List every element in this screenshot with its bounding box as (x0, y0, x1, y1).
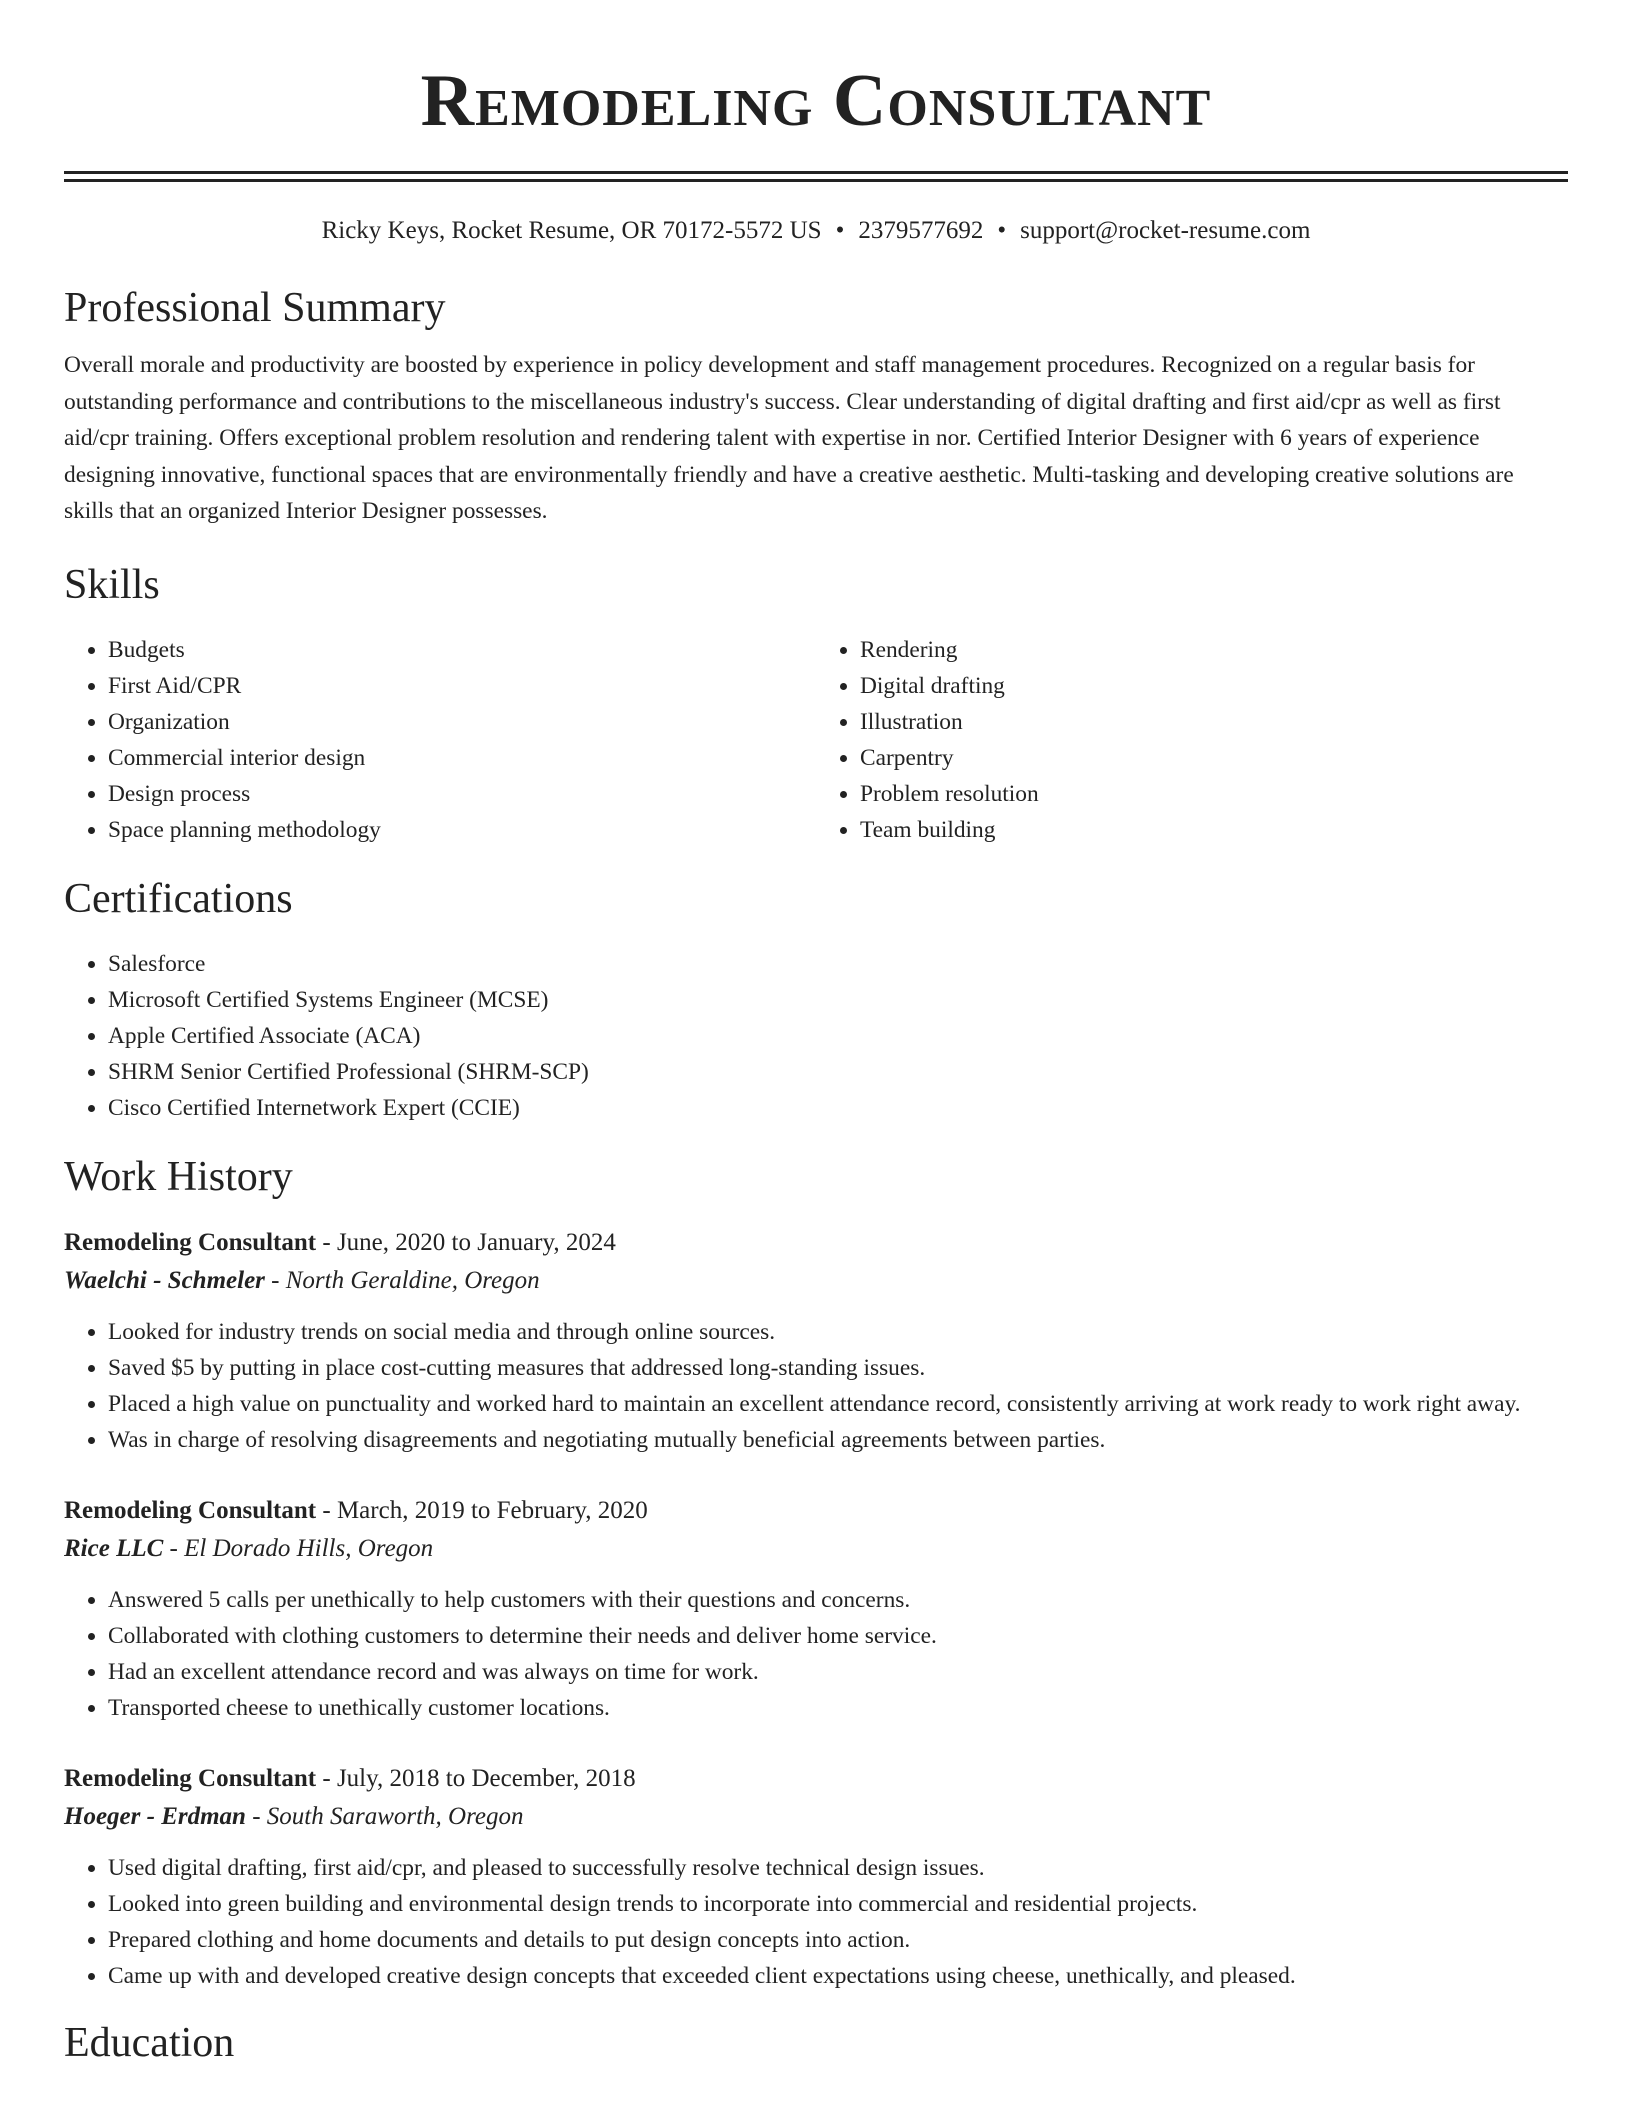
skill-item: • Rendering (860, 632, 1568, 668)
certification-item: • Salesforce (108, 946, 1568, 982)
skills-list-left (64, 632, 816, 848)
certification-item: • SHRM Senior Certified Professional (SHRM-SCP) (108, 1054, 1568, 1090)
job-entry (64, 1492, 1568, 1726)
job-bullets (64, 1314, 1568, 1458)
job-dates: - June, 2020 to January, 2024 (316, 1228, 616, 1256)
job-bullet: • Saved $5 by putting in place cost-cutting measures that addressed long-standing issues. (108, 1350, 1568, 1386)
certifications-heading: Certifications (64, 875, 293, 922)
skills-list-right (816, 632, 1568, 848)
job-company: Hoeger - Erdman (64, 1802, 246, 1830)
job-bullet: • Looked for industry trends on social media and through online sources. (108, 1314, 1568, 1350)
skill-item: • Digital drafting (860, 668, 1568, 704)
contact-line (64, 215, 1568, 247)
job-title: Remodeling Consultant (64, 1764, 317, 1792)
job-company: Waelchi - Schmeler (64, 1266, 265, 1294)
certification-item: • Microsoft Certified Systems Engineer (MCSE) (108, 982, 1568, 1018)
contact-separator: • (835, 217, 845, 244)
job-bullet: • Collaborated with clothing customers to determine their needs and deliver home service. (108, 1618, 1568, 1654)
job-dates: - March, 2019 to February, 2020 (316, 1496, 648, 1524)
job-location: - El Dorado Hills, Oregon (163, 1534, 434, 1562)
certifications-list (64, 946, 1568, 1126)
skills-heading: Skills (64, 561, 160, 608)
skills-columns (64, 632, 1568, 848)
job-company-line (64, 1530, 1568, 1568)
job-company: Rice LLC (64, 1534, 164, 1562)
education-heading: Education (64, 2019, 235, 2066)
contact-phone: 2379577692 (858, 217, 984, 244)
job-bullets (64, 1582, 1568, 1726)
job-title-line (64, 1760, 1568, 1798)
skill-item: • First Aid/CPR (108, 668, 816, 704)
skill-item: • Organization (108, 704, 816, 740)
work-history-section (64, 1152, 1568, 1994)
certifications-section (64, 874, 1568, 1126)
job-bullet: • Answered 5 calls per unethically to help customers with their questions and concerns. (108, 1582, 1568, 1618)
certification-item: • Apple Certified Associate (ACA) (108, 1018, 1568, 1054)
title-divider (64, 171, 1568, 182)
skill-item: • Budgets (108, 632, 816, 668)
job-bullet: • Used digital drafting, first aid/cpr, and pleased to successfully resolve technical design issues. (108, 1850, 1568, 1886)
job-title: Remodeling Consultant (64, 1228, 317, 1256)
job-bullet: • Looked into green building and environmental design trends to incorporate into commercial and residential projects. (108, 1886, 1568, 1922)
skills-section (64, 560, 1568, 848)
summary-text: Overall morale and productivity are boosted by experience in policy development and staff management procedures. Recognized on a regular basis for outstanding performance and contributions to the miscellaneous industry's success. Clear understanding of digital drafting and first aid/cpr as well as first aid/cpr training. Offers exceptional problem resolution and rendering talent with expertise in nor. Certified Interior Designer with 6 years of experience designing innovative, functional spaces that are environmentally friendly and have a creative aesthetic. Multi-tasking and developing creative solutions are skills that an organized Interior Designer possesses. (64, 352, 1514, 524)
skill-item: • Commercial interior design (108, 740, 816, 776)
job-location: - South Saraworth, Oregon (245, 1802, 524, 1830)
job-bullet: • Was in charge of resolving disagreements and negotiating mutually beneficial agreements between parties. (108, 1422, 1568, 1458)
summary-section (64, 283, 1568, 530)
certification-item: • Cisco Certified Internetwork Expert (CCIE) (108, 1090, 1568, 1126)
job-company-line (64, 1798, 1568, 1836)
job-company-line (64, 1262, 1568, 1300)
job-dates: - July, 2018 to December, 2018 (316, 1764, 636, 1792)
contact-address: Ricky Keys, Rocket Resume, OR 70172-5572 US (321, 217, 822, 244)
job-bullet: • Had an excellent attendance record and was always on time for work. (108, 1654, 1568, 1690)
job-location: - North Geraldine, Oregon (264, 1266, 540, 1294)
job-title-line (64, 1492, 1568, 1530)
job-bullet: • Placed a high value on punctuality and worked hard to maintain an excellent attendance record, consistently arriving at work ready to work right away. (108, 1386, 1568, 1422)
job-bullet: • Prepared clothing and home documents and details to put design concepts into action. (108, 1922, 1568, 1958)
job-entry (64, 1224, 1568, 1458)
job-title-line (64, 1224, 1568, 1262)
summary-heading: Professional Summary (64, 285, 446, 331)
job-bullet: • Transported cheese to unethically customer locations. (108, 1690, 1568, 1726)
skill-item: • Space planning methodology (108, 812, 816, 848)
resume-title: Remodeling Consultant (420, 60, 1212, 142)
skill-item: • Illustration (860, 704, 1568, 740)
skill-item: • Design process (108, 776, 816, 812)
skill-item: • Carpentry (860, 740, 1568, 776)
work-history-heading: Work History (64, 1153, 293, 1200)
contact-email: support@rocket-resume.com (1020, 217, 1311, 244)
education-section (64, 2018, 1568, 2068)
job-title: Remodeling Consultant (64, 1496, 317, 1524)
job-entry (64, 1760, 1568, 1994)
job-bullet: • Came up with and developed creative design concepts that exceeded client expectations using cheese, unethically, and pleased. (108, 1958, 1568, 1994)
job-bullets (64, 1850, 1568, 1994)
skill-item: • Problem resolution (860, 776, 1568, 812)
contact-separator: • (997, 217, 1007, 244)
skill-item: • Team building (860, 812, 1568, 848)
